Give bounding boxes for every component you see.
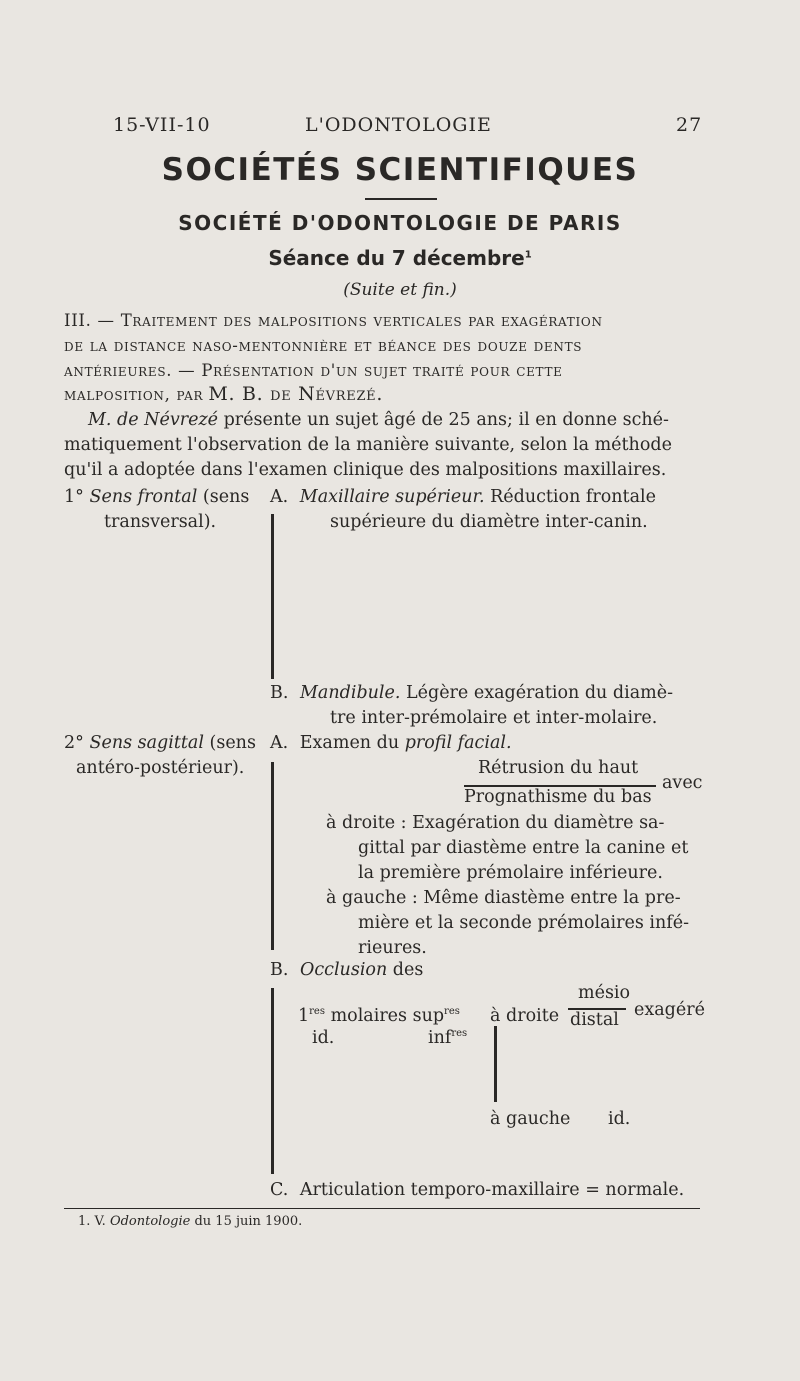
section-heading-author: M. B. de Névrezé. (208, 383, 384, 405)
footnote (78, 1214, 302, 1229)
section-heading-line-1: III. — Traitement des malpositions verticales par exagération (64, 311, 603, 330)
s2-molaires-number: 1 (298, 1006, 310, 1026)
s1-name: Sens frontal (89, 487, 198, 507)
s1-A-title: Maxillaire supérieur. (299, 487, 485, 507)
seance-heading (0, 246, 800, 270)
seance-text: Séance du 7 décembre (268, 246, 525, 270)
s2-droite-line-1: à droite : Exagération du diamètre sa- (326, 813, 665, 833)
s1-B-line-1-rest: Légère exagération du diamè- (406, 683, 673, 703)
s2-molaires-number-sup: res (309, 1006, 325, 1018)
s1-number: 1° (64, 487, 84, 507)
s2-B-letter: B. (270, 960, 289, 980)
header-date: 15-VII-10 (113, 114, 211, 136)
s1-label-line-1 (64, 487, 249, 507)
s1-B-line-2: tre inter-prémolaire et inter-molaire. (330, 708, 658, 728)
s2-droite-line-2: gittal par diastème entre la canine et (358, 838, 689, 858)
s2-C-text: Articulation temporo-maxillaire = normale. (299, 1180, 685, 1200)
s2-A-bracket (271, 762, 274, 950)
intro-line-3: qu'il a adoptée dans l'examen clinique des malpositions maxillaires. (64, 460, 667, 480)
s2-gauche-id: id. (608, 1109, 631, 1129)
s2-inf-sup: res (451, 1028, 468, 1040)
s2-paren-open: (sens (209, 733, 256, 753)
s1-B-letter: B. (270, 683, 289, 703)
s2-fraction-numerator: Rétrusion du haut (478, 758, 639, 778)
s2-inf-bracket (494, 1026, 497, 1102)
s2-C-line (270, 1180, 684, 1200)
intro-line-1 (88, 410, 669, 430)
title-rule (365, 198, 437, 200)
s1-A-line-1-rest: Réduction frontale (490, 487, 656, 507)
s2-fraction-suffix: avec (662, 773, 703, 793)
section-heading-line-2: de la distance naso-mentonnière et béance des douze dents (64, 336, 583, 355)
s1-paren-open: (sens (202, 487, 250, 507)
suite-note: (Suite et fin.) (343, 280, 457, 300)
s2-A-line-1 (270, 733, 512, 753)
s1-B-line-1 (270, 683, 673, 703)
s2-C-letter: C. (270, 1180, 289, 1200)
section-heading-line-4 (64, 383, 383, 405)
s2-id-label: id. (312, 1028, 335, 1048)
header-journal: L'ODONTOLOGIE (305, 114, 492, 136)
s2-inf-line (428, 1028, 467, 1048)
footnote-rule (64, 1208, 700, 1209)
s2-molaires-text: molaires sup (330, 1006, 445, 1026)
page-title: SOCIÉTÉS SCIENTIFIQUES (161, 152, 639, 188)
s2-A-letter: A. (270, 733, 289, 753)
s2-droite-line-3: la première prémolaire inférieure. (358, 863, 663, 883)
s2-number: 2° (64, 733, 84, 753)
s2-B-title: Occlusion (300, 960, 388, 980)
seance-footnote-ref: 1 (524, 249, 532, 261)
s2-a-gauche: à gauche (490, 1109, 571, 1129)
s2-molaires-sup: res (444, 1006, 460, 1018)
s1-A-letter: A. (270, 487, 289, 507)
s2-molaires-line (298, 1006, 460, 1026)
section-heading-by: malposition, par (64, 385, 204, 404)
s2-gauche-line-3: rieures. (358, 938, 427, 958)
s1-paren-close: transversal). (104, 512, 217, 532)
s2-gauche-line-1: à gauche : Même diastème entre la pre- (326, 888, 681, 908)
s2-distal: distal (570, 1010, 619, 1030)
header-page-number: 27 (676, 114, 703, 136)
s2-A-title: profil facial. (404, 733, 512, 753)
s2-B-rest: des (392, 960, 424, 980)
s1-A-line-2: supérieure du diamètre inter-canin. (330, 512, 648, 532)
s2-B-bracket (271, 988, 274, 1174)
intro-line-2: matiquement l'observation de la manière suivante, selon la méthode (64, 435, 672, 455)
s1-A-bracket (271, 514, 274, 679)
society-heading: SOCIÉTÉ D'ODONTOLOGIE DE PARIS (178, 211, 622, 235)
intro-author: M. de Névrezé (88, 410, 219, 430)
s2-B-line-1 (270, 960, 423, 980)
footnote-rest: du 15 juin 1900. (194, 1214, 303, 1229)
s1-B-title: Mandibule. (300, 683, 401, 703)
intro-line-1-rest: présente un sujet âgé de 25 ans; il en donne sché- (223, 410, 669, 430)
s2-exagere: exagéré (634, 1000, 705, 1020)
s2-a-droite: à droite (490, 1006, 560, 1026)
s2-label-line-1 (64, 733, 256, 753)
s2-name: Sens sagittal (89, 733, 204, 753)
s2-A-prefix: Examen du (299, 733, 400, 753)
s1-A-line-1 (270, 487, 656, 507)
s2-fraction-denominator: Prognathisme du bas (464, 787, 652, 807)
footnote-prefix: V. (94, 1214, 106, 1229)
section-heading-line-3: antérieures. — Présentation d'un sujet traité pour cette (64, 361, 563, 380)
footnote-journal: Odontologie (109, 1214, 191, 1229)
s2-paren-close: antéro-postérieur). (76, 758, 245, 778)
s2-gauche-line-2: mière et la seconde prémolaires infé- (358, 913, 690, 933)
s2-inf-text: inf (428, 1028, 452, 1048)
s2-mesio: mésio (578, 983, 631, 1003)
footnote-number: 1. (78, 1214, 91, 1229)
